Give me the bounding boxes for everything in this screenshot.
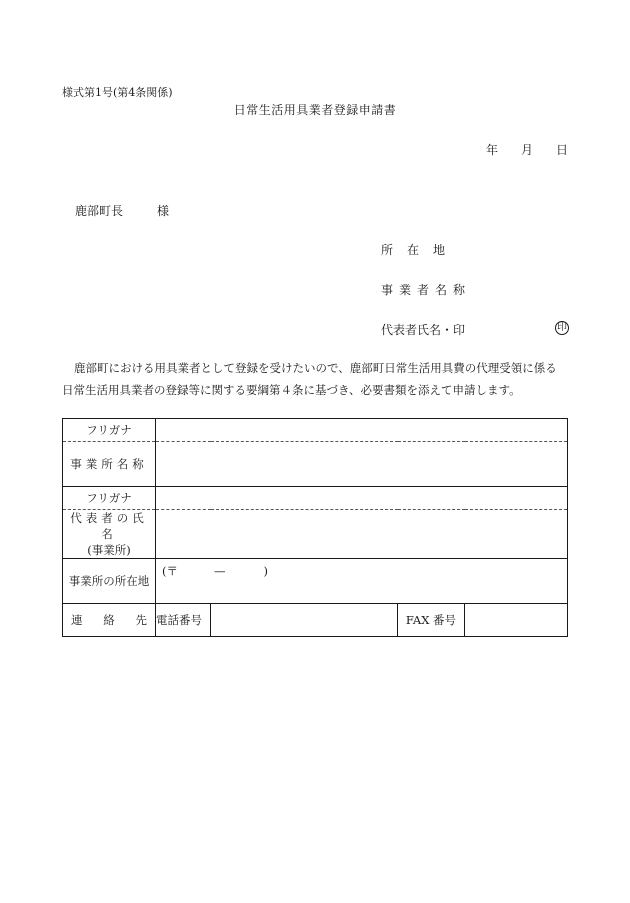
statement-line-1: 鹿部町における用具業者として登録を受けたいので、鹿部町日常生活用具費の代理受領に係る [74,361,557,375]
applicant-business-name-label: 事業者名称 [381,283,472,297]
fax-field[interactable] [465,604,568,637]
office-name-label: 事業所名称 [63,442,156,487]
seal-mark: 印 [557,322,567,333]
date-day-label: 日 [556,143,569,157]
postal-mark: (〒 [162,564,178,578]
contact-char-1: 連 [71,613,83,627]
addressee-honorific: 様 [157,204,170,218]
furigana-label-1: フリガナ [63,419,156,442]
rep-name-furigana-field[interactable] [156,487,568,510]
addressee [75,202,169,219]
rep-name-label-cell [63,510,156,559]
rep-name-field[interactable] [156,510,568,559]
form-number: 様式第1号(第4条関係) [62,86,173,99]
rep-name-label: 代表者の氏名 [70,511,148,541]
postal-close: ) [263,564,268,578]
office-name-furigana-field[interactable] [156,419,568,442]
statement-line-2: 日常生活用具業者の登録等に関する要綱第４条に基づき、必要書類を添えて申請します。 [62,383,521,397]
contact-char-3: 先 [135,613,147,627]
postal-dash: — [214,564,226,578]
date-month-label: 月 [521,143,534,157]
application-statement [62,357,572,401]
rep-name-sublabel: (事業所) [87,543,131,557]
furigana-label-2: フリガナ [63,487,156,510]
fax-label: FAX 番号 [398,604,465,637]
application-form-table [62,418,568,637]
contact-label [63,604,156,637]
office-address-field[interactable] [156,559,568,604]
applicant-representative-label: 代表者氏名・印 [381,323,466,337]
postal-code-format [162,563,268,579]
date-year-label: 年 [486,143,499,157]
office-name-field[interactable] [156,442,568,487]
applicant-location-label: 所在地 [381,243,460,257]
office-address-label: 事業所の所在地 [63,559,156,604]
addressee-name: 鹿部町長 [75,204,124,218]
phone-field[interactable] [211,604,398,637]
document-title: 日常生活用具業者登録申請書 [233,103,397,117]
contact-char-2: 絡 [103,613,115,627]
phone-label: 電話番号 [156,604,211,637]
